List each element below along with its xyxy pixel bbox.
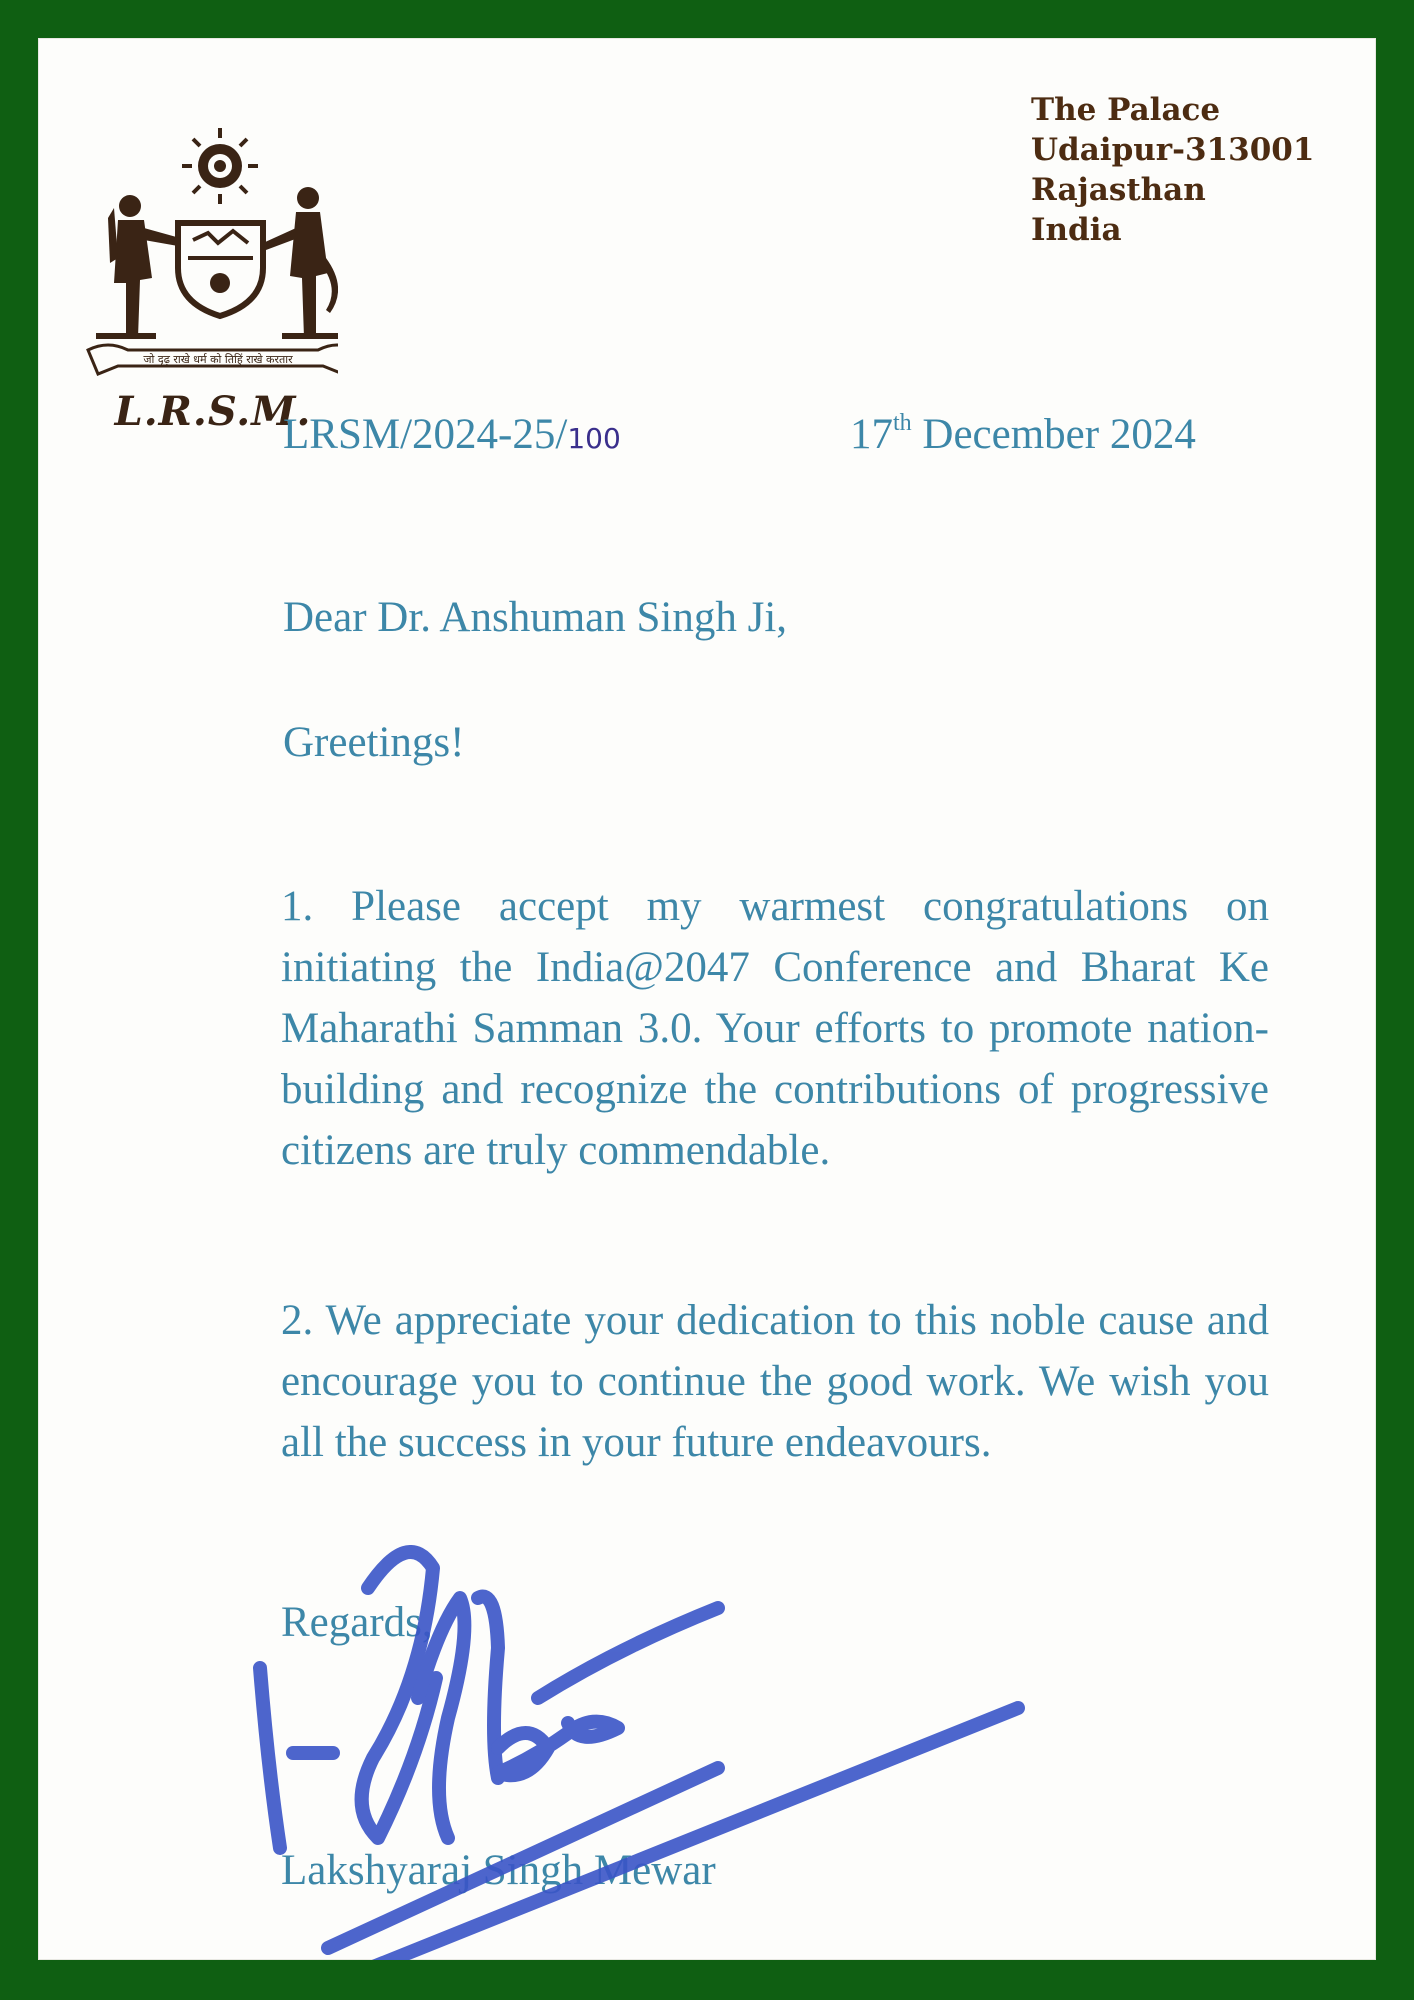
date-suffix: th (893, 410, 912, 436)
reference-handwritten-number: 100 (567, 422, 621, 455)
signatory-name: Lakshyaraj Singh Mewar (281, 1847, 716, 1894)
crest-motto: जो दृढ़ राखे धर्म को तिहिं राखे करतार (143, 353, 293, 366)
date-rest: December 2024 (911, 411, 1196, 458)
paragraph-2: 2. We appreciate your dedication to this noble cause and encourage you to continue the good work. We wish you all the success in your future endeavours. (281, 1297, 1269, 1466)
reference-number (283, 410, 621, 459)
paragraph-1: 1. Please accept my warmest congratulations on initiating the India@2047 Conference and Bharat Ke Maharathi Samman 3.0. Your efforts to promote nation-building and recognize the contributions of progressive citizens are truly commendable. (281, 883, 1269, 1174)
address-line: The Palace (1031, 92, 1221, 128)
crest-emblem-icon (68, 88, 338, 388)
address-line: India (1031, 212, 1122, 248)
crest-initials: L.R.S.M. (114, 388, 312, 435)
letterhead-address (1031, 90, 1314, 250)
greeting: Greetings! (283, 719, 465, 766)
signature-icon (198, 1508, 1058, 1960)
letter-sheet (38, 38, 1376, 1960)
royal-crest (68, 88, 338, 435)
reference-prefix: LRSM/2024-25/ (283, 411, 568, 458)
address-line: Udaipur-313001 (1031, 132, 1315, 168)
date-day: 17 (850, 411, 893, 458)
address-line: Rajasthan (1031, 172, 1206, 208)
letter-date (850, 410, 1196, 459)
salutation: Dear Dr. Anshuman Singh Ji, (283, 594, 788, 641)
closing: Regards, (281, 1599, 433, 1646)
